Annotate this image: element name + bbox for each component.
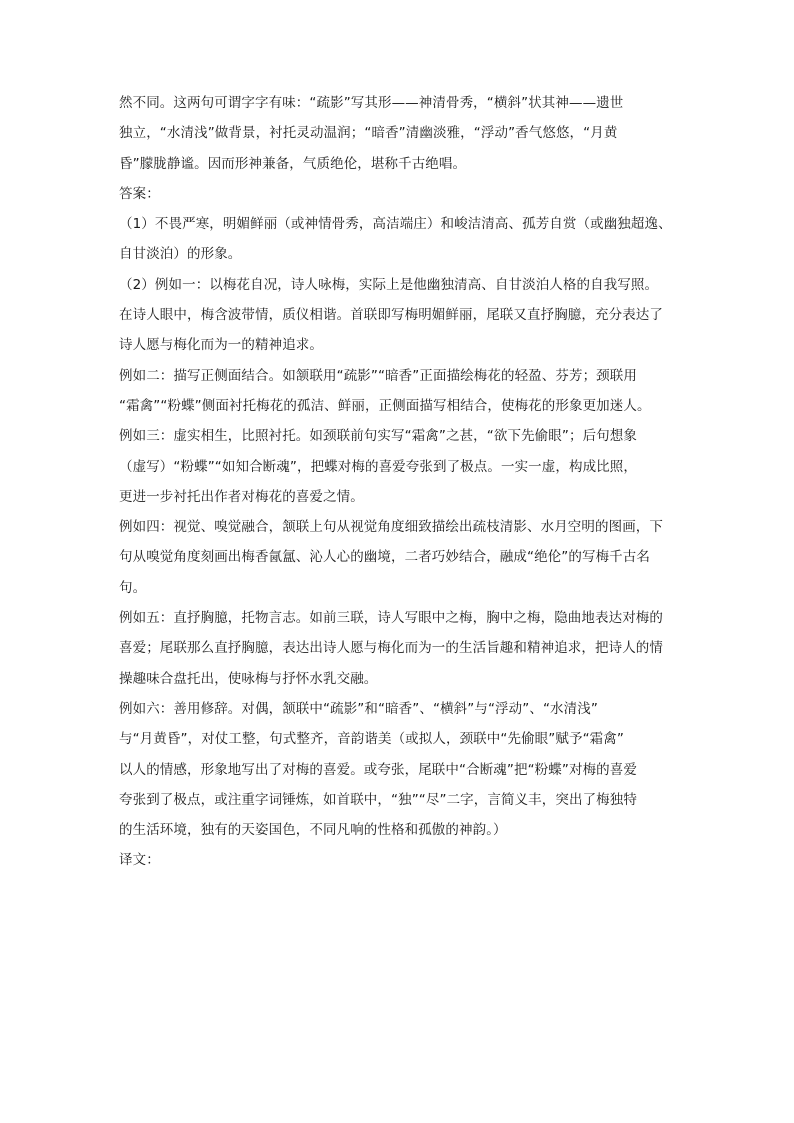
text-line: 句。 xyxy=(119,579,147,596)
document-body xyxy=(119,88,679,876)
text-line: 以人的情感，形象地写出了对梅的喜爱。或夸张，尾联中“合断魂”把“粉蝶”对梅的喜爱 xyxy=(119,761,637,778)
text-line: 的生活环境，独有的天姿国色，不同凡响的性格和孤傲的神韵。） xyxy=(119,822,507,839)
text-line: 例如二：描写正侧面结合。如颔联用“疏影”“暗香”正面描绘梅花的轻盈、芬芳；颈联用 xyxy=(119,367,637,384)
text-line: 例如三：虚实相生，比照衬托。如颈联前句实写“霜禽”之甚，“欲下先偷眼”；后句想象 xyxy=(119,428,637,445)
text-line: （2）例如一：以梅花自况，诗人咏梅，实际上是他幽独清高、自甘淡泊人格的自我写照。 xyxy=(119,276,659,293)
text-line: 例如四：视觉、嗅觉融合，颔联上句从视觉角度细致描绘出疏枝清影、水月空明的图画，下 xyxy=(119,519,663,536)
text-line: 在诗人眼中，梅含波带情，质仪相谐。首联即写梅明媚鲜丽，尾联又直抒胸臆，充分表达了 xyxy=(119,307,663,324)
text-line: 诗人愿与梅化而为一的精神追求。 xyxy=(119,337,323,354)
text-line: 操趣味合盘托出，使咏梅与抒怀水乳交融。 xyxy=(119,670,378,687)
text-line: 句从嗅觉角度刻画出梅香氤氲、沁人心的幽境，二者巧妙结合，融成“绝伦”的写梅千古名 xyxy=(119,549,650,566)
text-line: 例如五：直抒胸臆，托物言志。如前三联，诗人写眼中之梅，胸中之梅，隐曲地表达对梅的 xyxy=(119,610,663,627)
text-line: 自甘淡泊）的形象。 xyxy=(119,246,242,263)
text-line: 夸张到了极点，或注重字词锤炼，如首联中，“独”“尽”二字，言简义丰，突出了梅独特 xyxy=(119,791,637,808)
text-line: 独立，“水清浅”做背景，衬托灵动温润；“暗香”清幽淡雅，“浮动”香气悠悠，“月黄 xyxy=(119,125,618,142)
text-line: （1）不畏严寒，明媚鲜丽（或神情骨秀，高洁端庄）和峻洁清高、孤芳自赏（或幽独超逸、 xyxy=(119,216,672,233)
text-line: 与“月黄昏”，对仗工整，句式整齐，音韵谐美（或拟人，颈联中“先偷眼”赋予“霜禽” xyxy=(119,731,624,748)
answer-heading: 答案： xyxy=(119,185,160,202)
text-line: 喜爱；尾联那么直抒胸臆，表达出诗人愿与梅化而为一的生活旨趣和精神追求，把诗人的情 xyxy=(119,640,663,657)
text-line: 昏”朦胧静谧。因而形神兼备，气质绝伦，堪称千古绝唱。 xyxy=(119,155,467,172)
text-line: 例如六：善用修辞。对偶，颔联中“疏影”和“暗香”、“横斜”与“浮动”、“水清浅” xyxy=(119,700,598,717)
text-line: （虚写）“粉蝶”“如知合断魂”，把蝶对梅的喜爱夸张到了极点。一实一虚，构成比照， xyxy=(119,458,637,475)
translation-heading: 译文： xyxy=(119,852,160,869)
text-line: 然不同。这两句可谓字字有味：“疏影”写其形——神清骨秀，“横斜”状其神——遗世 xyxy=(119,95,624,111)
text-line: “霜禽”“粉蝶”侧面衬托梅花的孤洁、鲜丽，正侧面描写相结合，使梅花的形象更加迷人。 xyxy=(119,397,651,414)
text-line: 更进一步衬托出作者对梅花的喜爱之情。 xyxy=(119,488,364,505)
